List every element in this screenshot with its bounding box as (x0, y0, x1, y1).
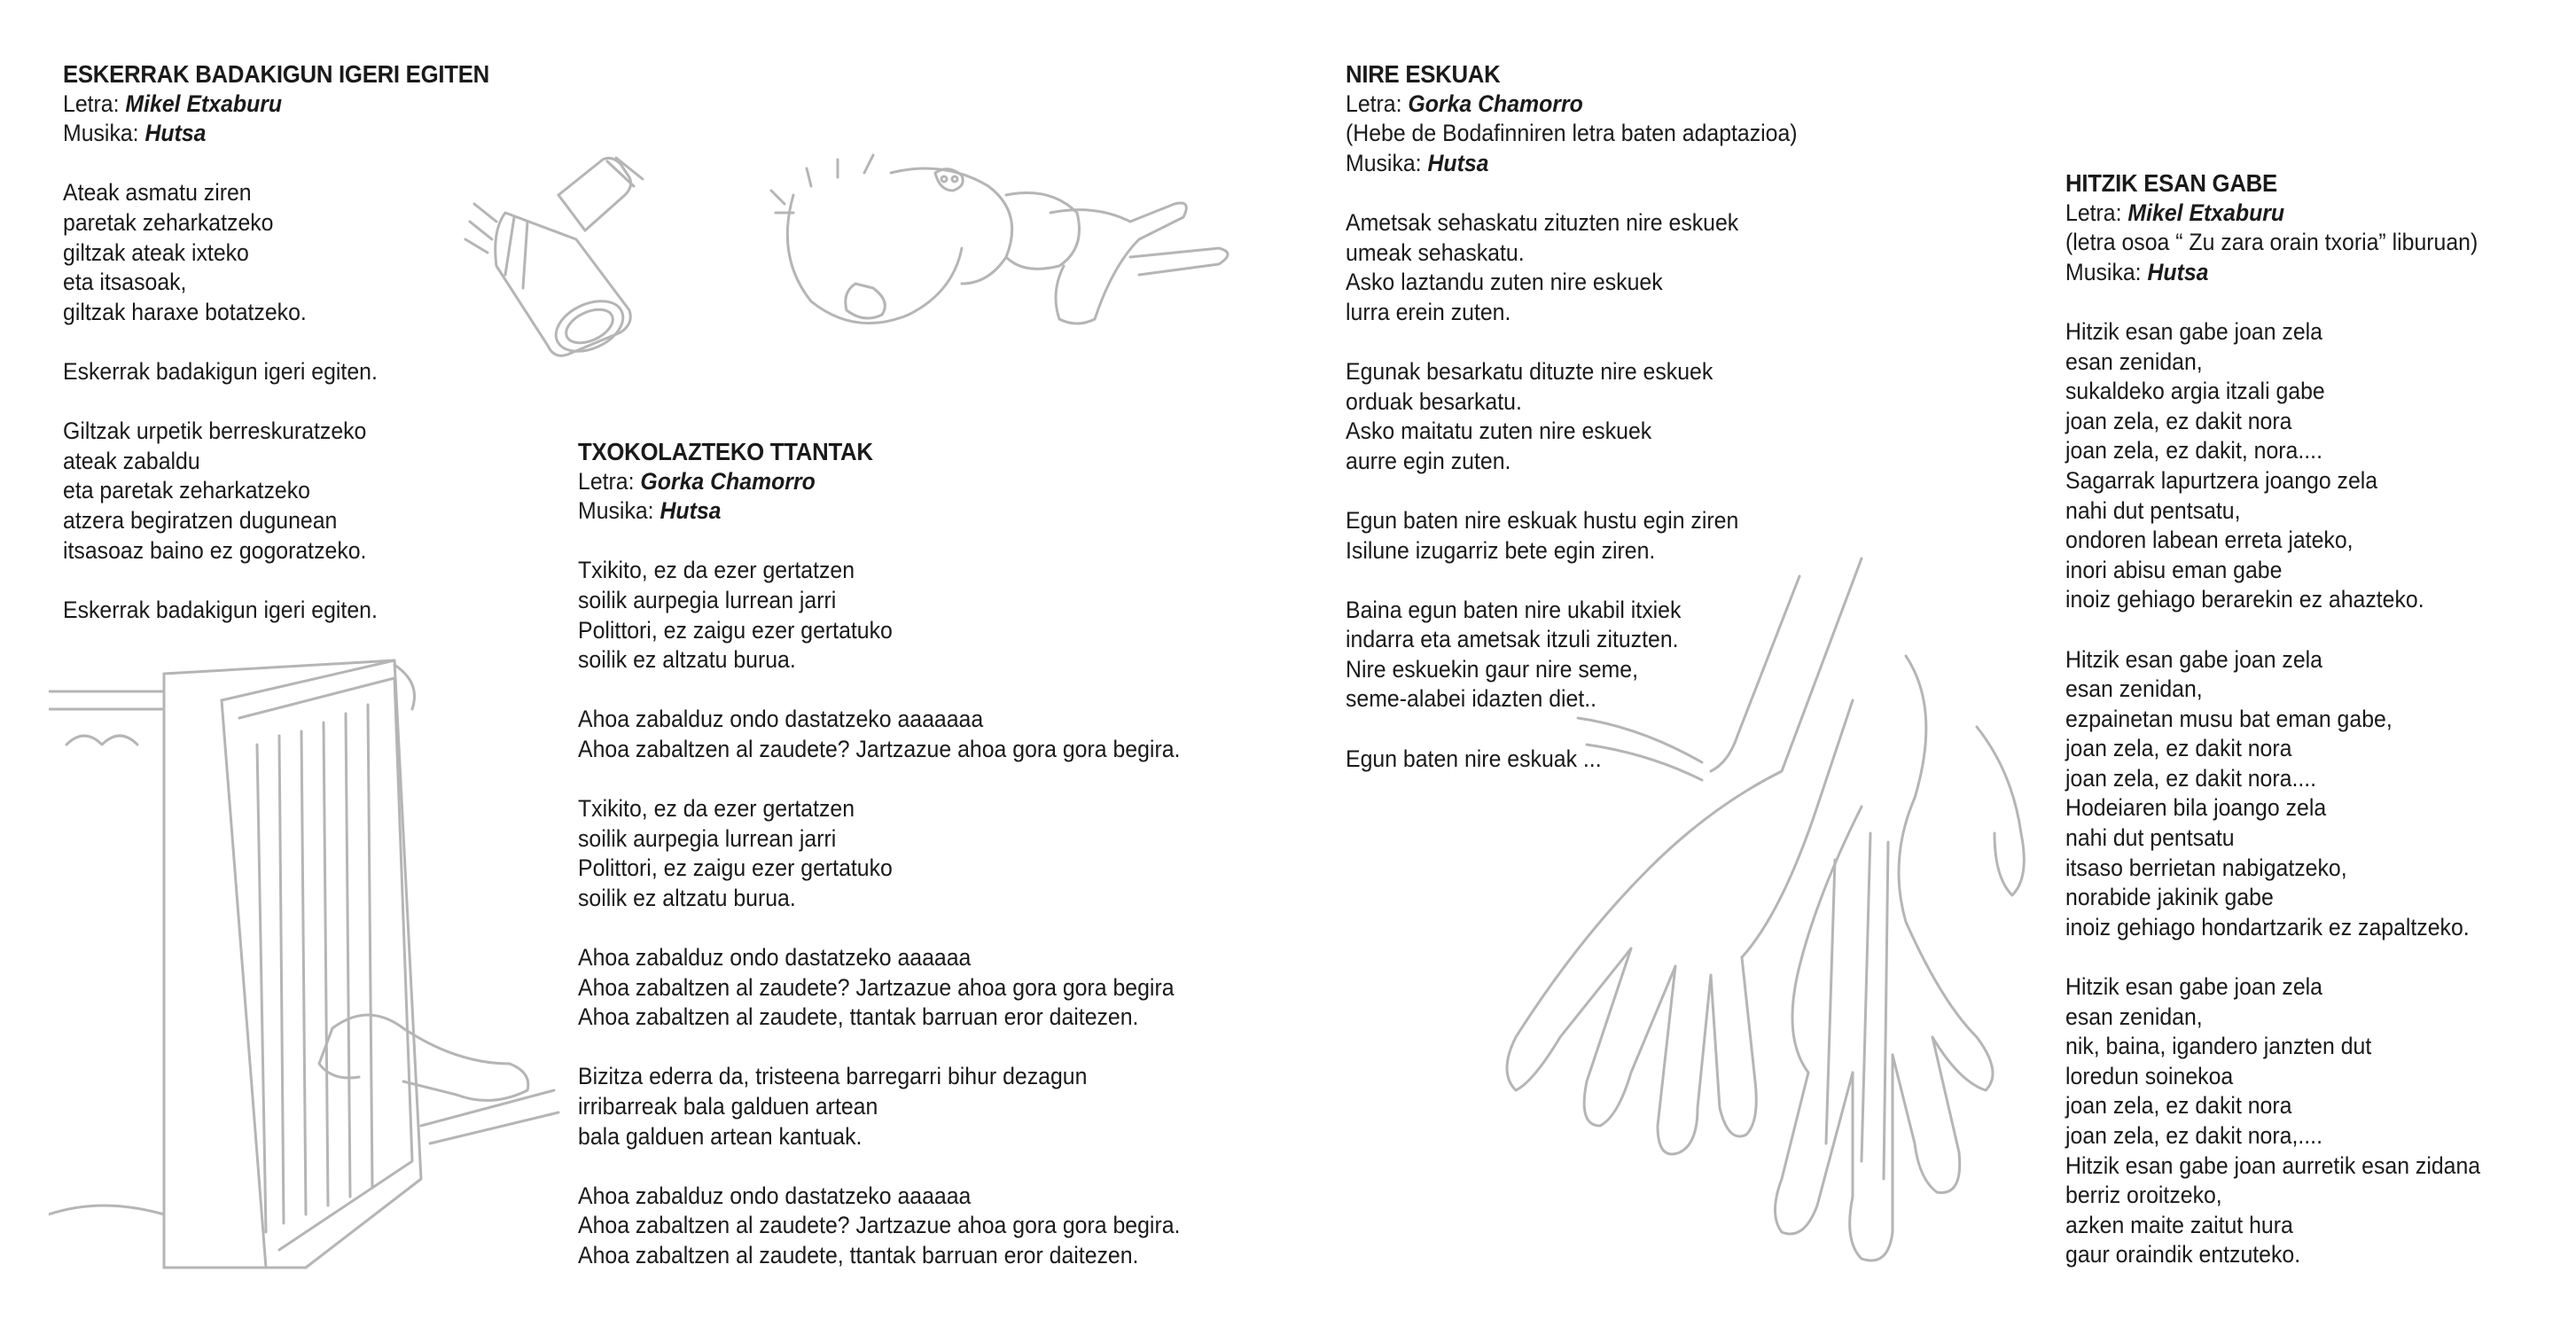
lyric-line: joan zela, ez dakit nora (2065, 407, 2292, 434)
lyric-line: joan zela, ez dakit nora,.... (2065, 1122, 2322, 1149)
stanza (63, 357, 489, 387)
lyric-line: joan zela, ez dakit nora (2065, 1092, 2292, 1120)
lyric-line: Ahoa zabaltzen al zaudete? Jartzazue ahoa gora gora begira. (578, 735, 1181, 762)
lyric-line: Asko laztandu zuten nire eskuek (1346, 269, 1663, 296)
stanza (63, 596, 489, 626)
song-composer: Musika: Hutsa (63, 120, 207, 147)
stanza (63, 178, 489, 327)
bottles-illustration (452, 133, 745, 372)
lyric-line: gaur oraindik entzuteko. (2065, 1241, 2301, 1268)
lyric-line: Egun baten nire eskuak ... (1346, 745, 1602, 772)
lyric-line: soilik aurpegia lurrean jarri (578, 586, 837, 613)
song-title: HITZIK ESAN GABE (2065, 169, 2277, 197)
lyric-line: nahi dut pentsatu (2065, 824, 2235, 852)
lyric-line: Bizitza ederra da, tristeena barregarri bihur dezagun (578, 1063, 1088, 1090)
lyric-line: Ahoa zabaltzen al zaudete, ttantak barruan eror daitezen. (578, 1003, 1139, 1031)
lyric-line: soilik ez altzatu burua. (578, 646, 796, 674)
lyric-line: Eskerrak badakigun igeri egiten. (63, 357, 378, 385)
lyric-line: nik, baina, igandero janzten dut (2065, 1033, 2372, 1060)
lyric-line: Egunak besarkatu dituzte nire eskuek (1346, 357, 1713, 385)
lyric-line: azken maite zaitut hura (2065, 1211, 2293, 1238)
lyricist-name: Mikel Etxaburu (125, 90, 283, 117)
lyric-line: soilik aurpegia lurrean jarri (578, 824, 837, 852)
lyric-line: Polittori, ez zaigu ezer gertatuko (578, 616, 893, 644)
stanza (2065, 645, 2480, 943)
stanza (578, 705, 1180, 764)
stanza (1346, 208, 1798, 327)
song-lyricist: Letra: Gorka Chamorro (578, 467, 816, 495)
lyric-line: Ahoa zabaltzen al zaudete, ttantak barruan eror daitezen. (578, 1242, 1139, 1269)
composer-name: Hutsa (144, 120, 207, 147)
lyric-line: itsaso berrietan nabigatzeko, (2065, 854, 2347, 881)
lyric-line: orduak besarkatu. (1346, 387, 1522, 415)
lyric-line: soilik ez altzatu burua. (578, 884, 796, 911)
lyric-line: Egun baten nire eskuak hustu egin ziren (1346, 506, 1739, 534)
song-lyricist: Letra: Mikel Etxaburu (2065, 199, 2285, 226)
lyric-line: Sagarrak lapurtzera joango zela (2065, 466, 2378, 494)
lyric-line: irribarreak bala galduen artean (578, 1093, 878, 1120)
stanza (1346, 745, 1798, 775)
lyric-line: Ahoa zabalduz ondo dastatzeko aaaaaa (578, 944, 972, 972)
lyric-line: itsasoaz baino ez gogoratzeko. (63, 536, 367, 564)
lyric-line: esan zenidan, (2065, 675, 2203, 703)
open-door-illustration (49, 647, 563, 1285)
stanza (1346, 357, 1798, 476)
lyric-line: norabide jakinik gabe (2065, 884, 2274, 911)
composer-name: Hutsa (2147, 258, 2209, 285)
lyric-line: umeak sehaskatu. (1346, 238, 1525, 266)
lyricist-name: Gorka Chamorro (640, 467, 816, 495)
stanza (578, 1182, 1180, 1271)
composer-name: Hutsa (1427, 149, 1489, 176)
lyric-line: loredun soinekoa (2065, 1062, 2234, 1089)
song-nire-eskuak (1346, 59, 1798, 774)
lyric-line: Hitzik esan gabe joan zela (2065, 973, 2322, 1001)
song-eskerrak (63, 59, 489, 625)
song-title: NIRE ESKUAK (1346, 60, 1501, 88)
lyric-line: atzera begiratzen dugunean (63, 506, 338, 534)
lyricist-name: Mikel Etxaburu (2127, 199, 2285, 226)
song-composer: Musika: Hutsa (2065, 258, 2209, 285)
song-lyricist: Letra: Mikel Etxaburu (63, 90, 283, 117)
lyricist-name: Gorka Chamorro (1408, 90, 1583, 117)
lyric-line: nahi dut pentsatu, (2065, 496, 2241, 524)
lyric-line: Ahoa zabalduz ondo dastatzeko aaaaaaa (578, 706, 984, 733)
lyric-line: Asko maitatu zuten nire eskuek (1346, 418, 1652, 445)
lyric-line: Nire eskuekin gaur nire seme, (1346, 655, 1638, 683)
stanza (2065, 972, 2480, 1270)
lyric-line: Giltzak urpetik berreskuratzeko (63, 418, 367, 445)
stanza (578, 794, 1180, 913)
lyric-line: Txikito, ez da ezer gertatzen (578, 795, 855, 823)
stanza (578, 1062, 1180, 1151)
lyric-line: esan zenidan, (2065, 347, 2203, 375)
lyric-line: sukaldeko argia itzali gabe (2065, 378, 2325, 405)
lyric-line: Ahoa zabaltzen al zaudete? Jartzazue ahoa gora gora begira (578, 973, 1175, 1001)
lyric-line: joan zela, ez dakit, nora.... (2065, 437, 2322, 464)
sleeping-figure-illustration (758, 151, 1290, 346)
lyric-line: bala galduen artean kantuak. (578, 1122, 863, 1150)
song-hitzik-esan-gabe (2065, 168, 2480, 1270)
lyric-line: inoiz gehiago hondartzarik ez zapaltzeko. (2065, 913, 2470, 940)
lyric-line: lurra erein zuten. (1346, 298, 1511, 325)
lyric-line: ateak zabaldu (63, 447, 200, 474)
lyric-line: ondoren labean erreta jateko, (2065, 527, 2354, 554)
lyric-line: Ametsak sehaskatu zituzten nire eskuek (1346, 208, 1739, 236)
lyric-line: Eskerrak badakigun igeri egiten. (63, 596, 378, 623)
song-lyricist: Letra: Gorka Chamorro (1346, 90, 1583, 117)
lyric-line: inori abisu eman gabe (2065, 556, 2283, 583)
song-adaptation-note: (Hebe de Bodafinniren letra baten adaptazioa) (1346, 120, 1798, 147)
lyric-line: joan zela, ez dakit nora.... (2065, 764, 2317, 792)
song-title: ESKERRAK BADAKIGUN IGERI EGITEN (63, 60, 489, 88)
composer-name: Hutsa (660, 497, 722, 525)
song-title: TXOKOLAZTEKO TTANTAK (578, 438, 873, 465)
stanza (63, 417, 489, 566)
lyric-line: Hodeiaren bila joango zela (2065, 794, 2327, 822)
lyric-line: Hitzik esan gabe joan zela (2065, 317, 2322, 345)
song-composer: Musika: Hutsa (1346, 149, 1489, 176)
lyric-line: ezpainetan musu bat eman gabe, (2065, 705, 2393, 732)
lyric-line: eta itsasoak, (63, 269, 187, 296)
lyric-line: aurre egin zuten. (1346, 447, 1511, 474)
lyric-line: giltzak haraxe botatzeko. (63, 298, 307, 325)
lyric-line: eta paretak zeharkatzeko (63, 477, 310, 504)
lyric-line: Ahoa zabaltzen al zaudete? Jartzazue ahoa gora gora begira. (578, 1212, 1181, 1239)
lyric-line: joan zela, ez dakit nora (2065, 735, 2292, 762)
song-book-note: (letra osoa “ Zu zara orain txoria” liburuan) (2065, 229, 2478, 256)
song-composer: Musika: Hutsa (578, 497, 722, 525)
lyric-line: Isilune izugarriz bete egin ziren. (1346, 536, 1656, 564)
lyric-line: paretak zeharkatzeko (63, 208, 274, 236)
stanza (2065, 317, 2480, 615)
lyric-line: seme-alabei idazten diet.. (1346, 685, 1597, 713)
lyric-line: Baina egun baten nire ukabil itxiek (1346, 596, 1682, 623)
lyric-line: indarra eta ametsak itzuli zituzten. (1346, 626, 1679, 653)
stanza (578, 556, 1180, 675)
lyric-line: Polittori, ez zaigu ezer gertatuko (578, 855, 893, 882)
stanza (1346, 506, 1798, 566)
lyric-line: Hitzik esan gabe joan aurretik esan zidana (2065, 1151, 2481, 1179)
lyric-line: Txikito, ez da ezer gertatzen (578, 557, 855, 584)
lyric-line: giltzak ateak ixteko (63, 238, 249, 266)
stanza (1346, 596, 1798, 714)
lyric-line: Hitzik esan gabe joan zela (2065, 645, 2322, 673)
lyric-line: Ateak asmatu ziren (63, 179, 252, 207)
lyric-line: esan zenidan, (2065, 1003, 2203, 1030)
lyric-line: Ahoa zabalduz ondo dastatzeko aaaaaa (578, 1182, 972, 1209)
song-txokolazteko (578, 437, 1180, 1271)
lyric-line: inoiz gehiago berarekin ez ahazteko. (2065, 586, 2424, 613)
lyric-line: berriz oroitzeko, (2065, 1182, 2222, 1209)
stanza (578, 943, 1180, 1033)
